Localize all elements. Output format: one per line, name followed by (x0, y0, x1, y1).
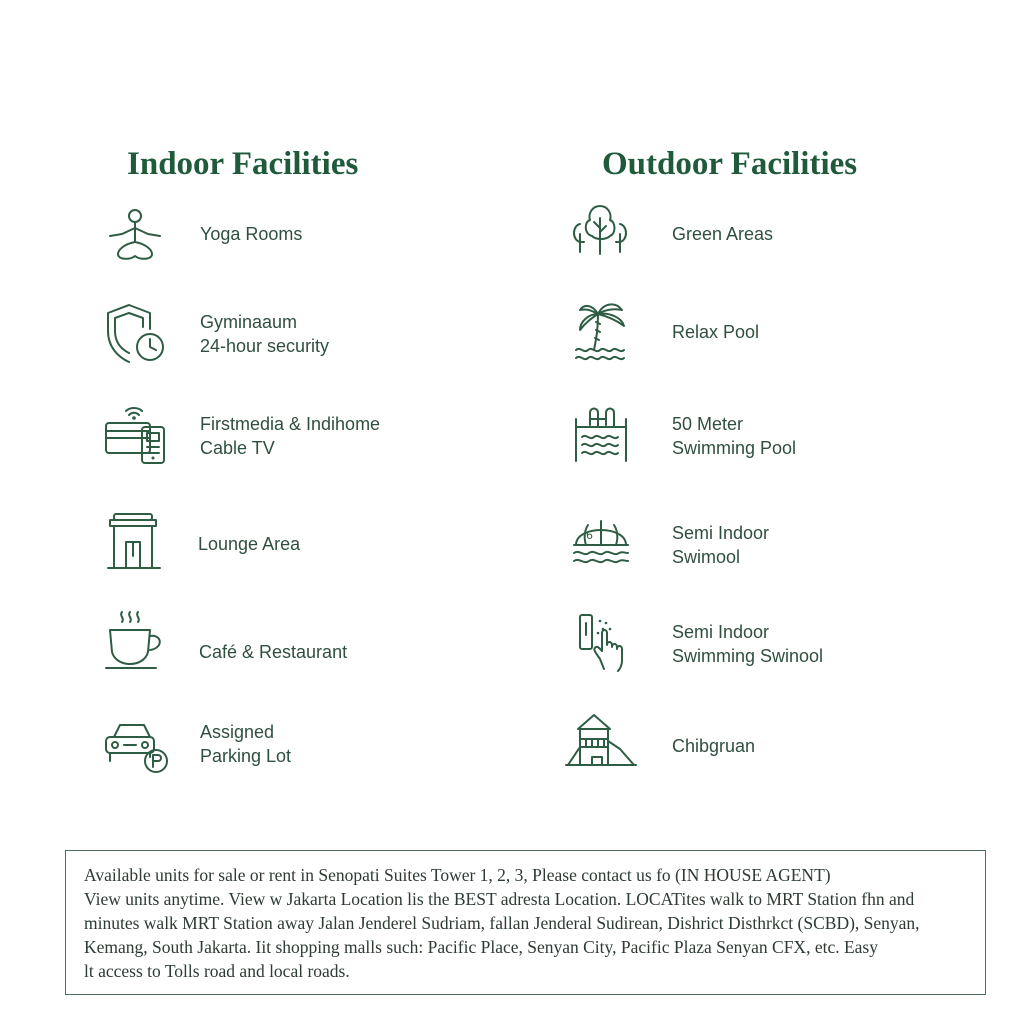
label-line: Yoga Rooms (200, 224, 303, 244)
notice-line: minutes walk MRT Station away Jalan Jenderel Sudriam, fallan Jenderal Sudirean, Dishrict Disthrkct (SCBD), Senyan, (84, 913, 920, 933)
outdoor-facilities-heading: Outdoor Facilities (602, 146, 858, 182)
hand-tap-icon (570, 613, 632, 675)
label-line: Lounge Area (198, 534, 301, 554)
label-line: Semi Indoor (672, 622, 770, 642)
facility-lounge-area (104, 512, 434, 592)
indoor-facilities-heading: Indoor Facilities (127, 146, 359, 182)
label-line: Parking Lot (200, 746, 292, 766)
label-line: Swimming Swinool (672, 646, 824, 666)
facility-semi-indoor-swimool (570, 515, 930, 595)
label-line: Assigned (200, 722, 275, 742)
label-line: Relax Pool (672, 322, 760, 342)
yoga-icon (104, 206, 166, 268)
notice-line: lt access to Tolls road and local roads. (84, 961, 350, 981)
facility-semi-indoor-swimming (570, 613, 930, 693)
label-line: Firstmedia & Indihome (200, 414, 381, 434)
facility-green-areas (570, 204, 930, 284)
label-line: Gyminaaum (200, 312, 298, 332)
lounge-store-icon (104, 512, 166, 574)
label-line: 50 Meter (672, 414, 744, 434)
shield-clock-icon (104, 303, 166, 365)
label-line: Cable TV (200, 438, 275, 458)
palm-tree-icon (570, 300, 632, 362)
car-parking-icon (104, 719, 166, 781)
label-line: Café & Restaurant (199, 642, 348, 662)
facility-cafe-restaurant (104, 612, 434, 692)
pool-ladder-icon (570, 405, 632, 467)
facility-relax-pool (570, 300, 930, 380)
label-line: Chibgruan (672, 736, 756, 756)
label-line: Green Areas (672, 224, 774, 244)
tv-cable-icon (104, 403, 166, 465)
label-line: Semi Indoor (672, 523, 770, 543)
facility-gym-security (104, 303, 434, 383)
facility-50m-pool (570, 405, 930, 485)
contact-notice-box (65, 850, 986, 995)
label-line: Swimming Pool (672, 438, 797, 458)
facility-assigned-parking (104, 719, 434, 799)
coffee-cup-icon (104, 612, 166, 674)
facility-childrens-playground (566, 711, 926, 791)
notice-line: Kemang, South Jakarta. Iit shopping malls such: Pacific Place, Senyan City, Pacific Plaza Senyan CFX, etc. Easy (84, 937, 878, 957)
notice-line: Available units for sale or rent in Senopati Suites Tower 1, 2, 3, Please contact us fo (IN HOUSE AGENT) (84, 865, 831, 885)
facility-cable-tv (104, 403, 434, 483)
label-line: Swimool (672, 547, 741, 567)
label-line: 24-hour security (200, 336, 330, 356)
trees-icon (570, 204, 632, 266)
notice-line: View units anytime. View w Jakarta Location lis the BEST adresta Location. LOCATites walk to MRT Station fhn and (84, 889, 915, 909)
svg-text:6: 6 (586, 529, 593, 542)
playground-icon (566, 711, 636, 773)
dome-pool-icon (570, 515, 632, 577)
facility-yoga-rooms (104, 206, 434, 286)
